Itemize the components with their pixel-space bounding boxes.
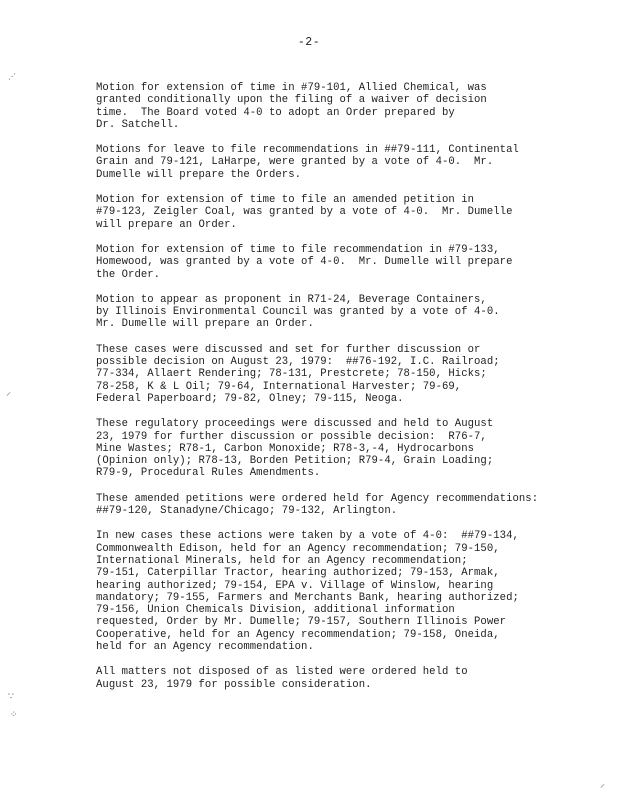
text-line: will prepare an Order.	[96, 218, 237, 231]
paragraph-new-cases	[96, 530, 611, 653]
document-body	[96, 82, 611, 704]
paragraph-zeigler-coal	[96, 194, 611, 231]
paragraph-beverage-containers	[96, 294, 611, 331]
text-line: Mr. Dumelle will prepare an Order.	[96, 318, 314, 331]
paragraph-regulatory-proceedings	[96, 418, 611, 479]
paragraph-continental-grain	[96, 144, 611, 181]
text-line: Motion for extension of time to file recommendation in #79-133,	[96, 243, 500, 256]
text-line: August 23, 1979 for possible consideration.	[96, 678, 372, 691]
paragraph-all-matters	[96, 666, 611, 691]
text-line: These cases were discussed and set for further discussion or	[96, 343, 481, 356]
text-line: R79-9, Procedural Rules Amendments.	[96, 467, 321, 480]
text-line: 77-334, Allaert Rendering; 78-131, Prestcrete; 78-150, Hicks;	[96, 368, 487, 381]
text-line: All matters not disposed of as listed were ordered held to	[96, 666, 468, 679]
text-line: 79-151, Caterpillar Tractor, hearing authorized; 79-153, Armak,	[96, 567, 500, 580]
text-line: #79-123, Zeigler Coal, was granted by a vote of 4-0. Mr. Dumelle	[96, 206, 513, 219]
text-line: hearing authorized; 79-154, EPA v. Village of Winslow, hearing	[96, 579, 494, 592]
text-line: possible decision on August 23, 1979: ##76-192, I.C. Railroad;	[96, 356, 500, 369]
text-line: Motion to appear as proponent in R71-24, Beverage Containers,	[96, 293, 487, 306]
scan-mark: ⸝	[6, 387, 11, 398]
text-line: International Minerals, held for an Agency recommendation;	[96, 554, 468, 567]
text-line: Grain and 79-121, LaHarpe, were granted by a vote of 4-0. Mr.	[96, 156, 494, 169]
scan-mark: ⁘	[10, 710, 18, 720]
scan-mark: ⸝	[600, 779, 605, 790]
text-line: requested, Order by Mr. Dumelle; 79-157, Southern Illinois Power	[96, 616, 507, 629]
text-line: the Order.	[96, 268, 161, 281]
text-line: by Illinois Environmental Council was granted by a vote of 4-0.	[96, 306, 500, 319]
text-line: held for an Agency recommendation.	[96, 640, 314, 653]
text-line: ##79-120, Stanadyne/Chicago; 79-132, Arlington.	[96, 505, 398, 518]
text-line: Mine Wastes; R78-1, Carbon Monoxide; R78-3,-4, Hydrocarbons	[96, 442, 475, 455]
text-line: granted conditionally upon the filing of a waiver of decision	[96, 94, 487, 107]
text-line: Motion for extension of time to file an amended petition in	[96, 194, 475, 207]
text-line: These regulatory proceedings were discussed and held to August	[96, 418, 494, 431]
text-line: Motion for extension of time in #79-101, Allied Chemical, was	[96, 82, 487, 94]
text-line: Federal Paperboard; 79-82, Olney; 79-115, Neoga.	[96, 392, 404, 405]
text-line: Homewood, was granted by a vote of 4-0. Mr. Dumelle will prepare	[96, 256, 513, 269]
text-line: In new cases these actions were taken by a vote of 4-0: ##79-134,	[96, 530, 519, 543]
paragraph-allied-chemical	[96, 82, 611, 131]
text-line: 79-156, Union Chemicals Division, additional information	[96, 604, 455, 617]
text-line: Cooperative, held for an Agency recommendation; 79-158, Oneida,	[96, 628, 500, 641]
paragraph-amended-petitions	[96, 493, 611, 518]
text-line: time. The Board voted 4-0 to adopt an Order prepared by	[96, 106, 455, 119]
paragraph-cases-discussed	[96, 344, 611, 405]
text-line: mandatory; 79-155, Farmers and Merchants Bank, hearing authorized;	[96, 591, 519, 604]
paragraph-homewood	[96, 244, 611, 281]
text-line: Motions for leave to file recommendations in ##79-111, Continental	[96, 144, 519, 157]
text-line: (Opinion only); R78-13, Borden Petition; R79-4, Grain Loading;	[96, 455, 494, 468]
scan-mark: ⋰	[8, 72, 16, 81]
text-line: 23, 1979 for further discussion or possible decision: R76-7,	[96, 430, 487, 443]
text-line: Dumelle will prepare the Orders.	[96, 168, 302, 181]
text-line: 78-258, K & L Oil; 79-64, International Harvester; 79-69,	[96, 380, 462, 393]
page-number: -2-	[297, 36, 321, 49]
text-line: Dr. Satchell.	[96, 118, 180, 131]
text-line: These amended petitions were ordered held for Agency recommendations:	[96, 492, 539, 505]
scan-mark: ∵	[8, 692, 14, 702]
text-line: Commonwealth Edison, held for an Agency recommendation; 79-150,	[96, 542, 500, 555]
